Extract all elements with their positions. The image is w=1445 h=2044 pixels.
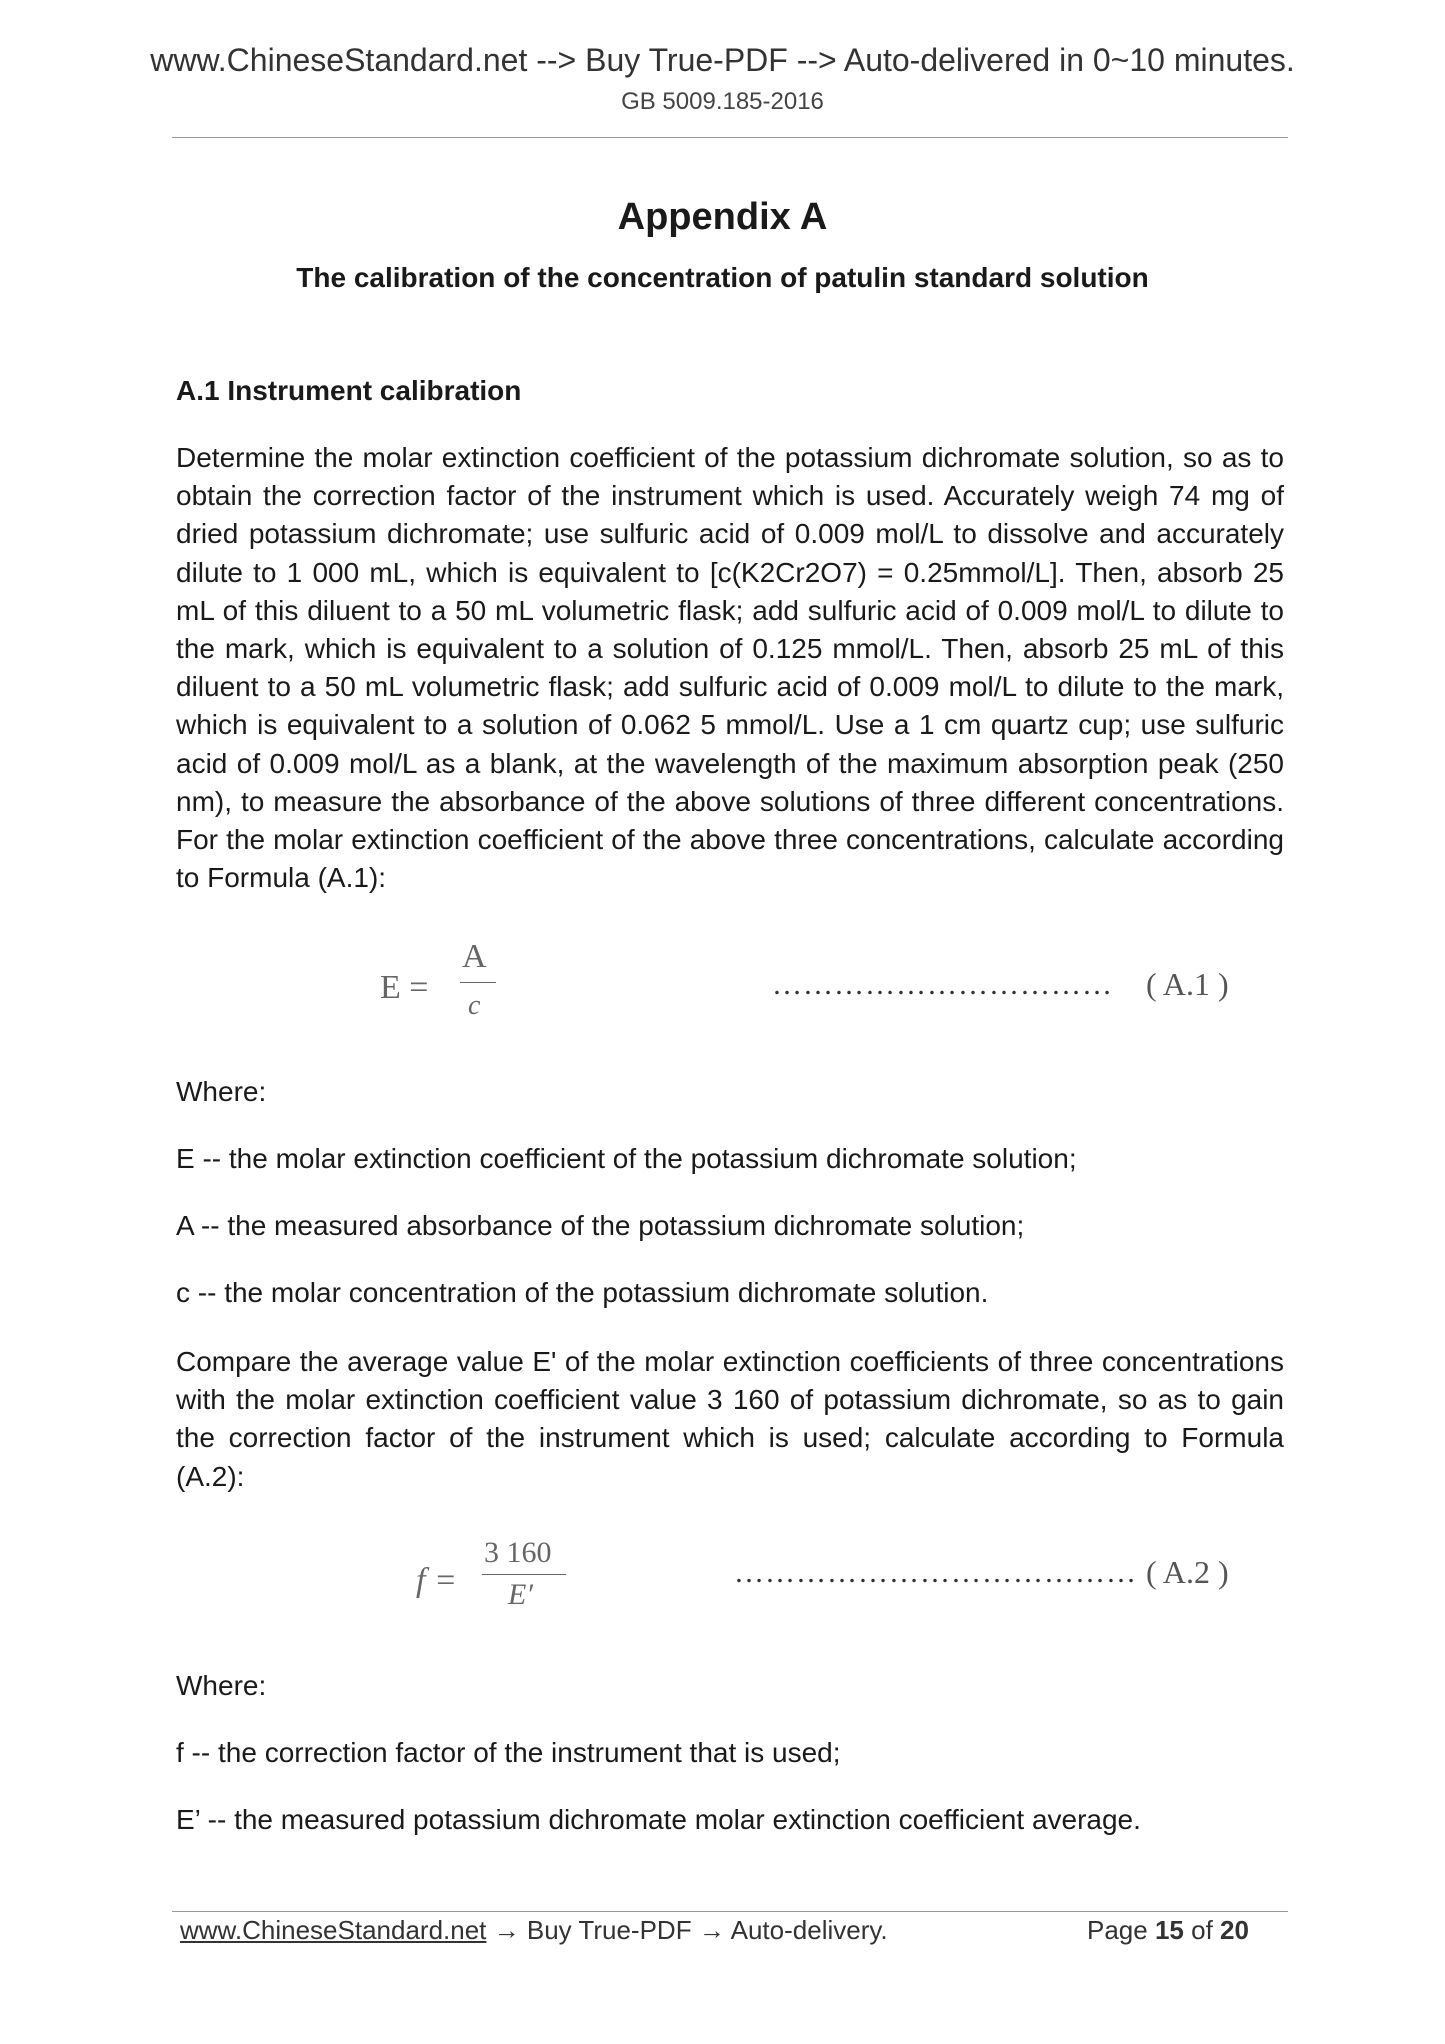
- footer-site-link[interactable]: www.ChineseStandard.net: [180, 1915, 487, 1945]
- formula-a2: [416, 1536, 586, 1646]
- header-divider: [172, 137, 1288, 138]
- footer-buy: Buy True-PDF: [526, 1915, 692, 1945]
- page-total: 20: [1220, 1915, 1249, 1945]
- formula-a1-numerator: A: [462, 938, 487, 975]
- definition-E-prime: E’ -- the measured potassium dichromate molar extinction coefficient average.: [176, 1804, 1141, 1835]
- fraction-bar: [460, 982, 496, 983]
- page-number: 15: [1154, 1915, 1184, 1945]
- formula-a1-denominator: c: [468, 990, 481, 1021]
- appendix-title: Appendix A: [617, 196, 828, 238]
- definition-E: E -- the molar extinction coefficient of the potassium dichromate solution;: [176, 1143, 1077, 1174]
- formula-a2-lhs: f =: [416, 1562, 457, 1599]
- footer-divider: [172, 1911, 1288, 1912]
- appendix-subtitle: The calibration of the concentration of patulin standard solution: [296, 262, 1149, 293]
- arrow-icon: →: [698, 1915, 725, 1945]
- page-label: Page: [1087, 1915, 1148, 1945]
- formula-a1: [380, 938, 520, 1058]
- section-heading: A.1 Instrument calibration: [176, 375, 522, 406]
- formula-a1-leader-dots: ……………………………: [772, 968, 1113, 1001]
- formula-a2-leader-dots: …………………………………: [734, 1556, 1137, 1589]
- header-banner: www.ChineseStandard.net --> Buy True-PDF --> Auto-delivered in 0~10 minutes.: [150, 42, 1295, 78]
- definition-A: A -- the measured absorbance of the potassium dichromate solution;: [176, 1210, 1025, 1241]
- where-label-1: Where:: [176, 1076, 267, 1107]
- definition-c: c -- the molar concentration of the potassium dichromate solution.: [176, 1277, 989, 1308]
- fraction-bar: [482, 1574, 566, 1575]
- formula-a2-number: ( A.2 ): [1146, 1554, 1229, 1590]
- of-label: of: [1191, 1915, 1213, 1945]
- paragraph-compare: Compare the average value E' of the molar extinction coefficients of three concentrations with the molar extinction coefficient value 3 160 of potassium dichromate, so as to gain the correction factor of the instrument which is used; calculate according to Formula (A.2):: [176, 1346, 1284, 1492]
- formula-a1-lhs: E =: [380, 969, 429, 1006]
- paragraph-calibration: Determine the molar extinction coefficient of the potassium dichromate solution, so as to obtain the correction factor of the instrument which is used. Accurately weigh 74 mg of dried potassium dichromate; use sulfuric acid of 0.009 mol/L to dissolve and accurately dilute to 1 000 mL, which is equivalent to [c(K2Cr2O7) = 0.25mmol/L]. Then, absorb 25 mL of this diluent to a 50 mL volumetric flask; add sulfuric acid of 0.009 mol/L to dilute to the mark, which is equivalent to a solution of 0.125 mmol/L. Then, absorb 25 mL of this diluent to a 50 mL volumetric flask; add sulfuric acid of 0.009 mol/L to dilute to the mark, which is equivalent to a solution of 0.062 5 mmol/L. Use a 1 cm quartz cup; use sulfuric acid of 0.009 mol/L as a blank, at the wavelength of the maximum absorption peak (250 nm), to measure the absorbance of the above solutions of three different concentrations. For the molar extinction coefficient of the above three concentrations, calculate according to Formula (A.1):: [176, 442, 1284, 894]
- footer-delivery: Auto-delivery.: [730, 1915, 888, 1945]
- standard-number: GB 5009.185-2016: [621, 88, 824, 115]
- formula-a2-denominator: E′: [508, 1578, 533, 1611]
- arrow-icon: →: [493, 1915, 520, 1945]
- page-indicator: [1087, 1915, 1249, 1946]
- formula-a2-numerator: 3 160: [484, 1536, 552, 1569]
- definition-f: f -- the correction factor of the instrument that is used;: [176, 1737, 841, 1768]
- formula-a1-number: ( A.1 ): [1146, 966, 1229, 1002]
- footer-left: [180, 1915, 888, 1946]
- where-label-2: Where:: [176, 1670, 267, 1701]
